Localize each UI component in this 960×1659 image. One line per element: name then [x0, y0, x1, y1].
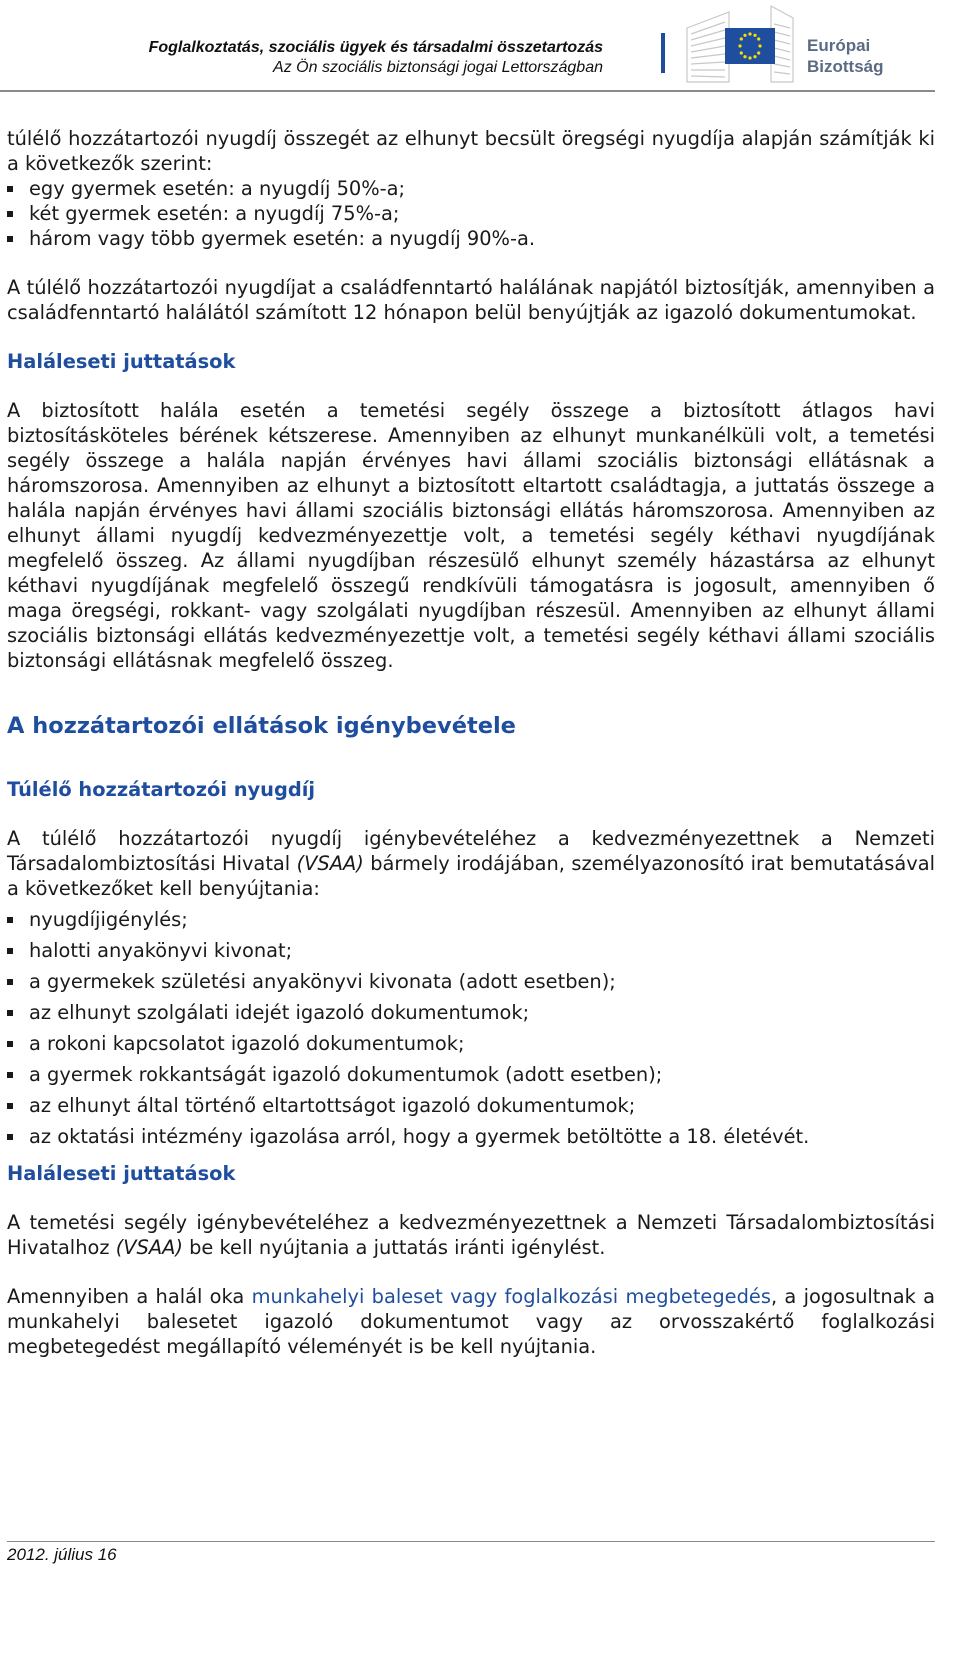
section-heading: A hozzátartozói ellátások igénybevétele: [7, 713, 516, 739]
header-divider: [661, 33, 665, 73]
header-title: Foglalkoztatás, szociális ügyek és társadalmi összetartozás: [148, 39, 603, 56]
list-item: a rokoni kapcsolatot igazoló dokumentumok;: [7, 1031, 935, 1056]
list-item: halotti anyakönyvi kivonat;: [7, 938, 935, 963]
survivor-text-pre: A túlélő hozzátartozói nyugdíj igénybevételéhez a kedvezményezettnek a Nemzeti Társadalombiztosítási Hivatal: [7, 827, 935, 875]
vsaa-abbreviation: (VSAA): [296, 852, 364, 875]
logo-text-line1: Európai: [807, 36, 871, 55]
european-commission-logo: [685, 4, 935, 86]
funeral-text-pre: A temetési segély igénybevételéhez a kedvezményezettnek a Nemzeti Társadalombiztosítási Hivatalhoz: [7, 1211, 935, 1259]
list-item: a gyermekek születési anyakönyvi kivonata (adott esetben);: [7, 969, 935, 994]
survivor-pension-paragraph: [7, 826, 935, 901]
list-item: három vagy több gyermek esetén: a nyugdíj 90%-a.: [7, 226, 935, 251]
document-body: [7, 126, 935, 1359]
page-header: [0, 0, 935, 92]
list-item: az elhunyt által történő eltartottságot igazoló dokumentumok;: [7, 1093, 935, 1118]
pension-percentage-list: [7, 176, 935, 251]
survivor-text-post: bármely irodájában, személyazonosító irat bemutatásával a következőket kell benyújtania:: [7, 852, 935, 900]
footer-divider: [7, 1541, 935, 1542]
death-benefits-heading: Haláleseti juttatások: [7, 350, 236, 373]
footer-date-page: 2012. július 16: [7, 1545, 117, 1564]
header-subtitle: Az Ön szociális biztonsági jogai Lettországban: [273, 59, 603, 76]
vsaa-abbreviation: (VSAA): [115, 1236, 183, 1259]
required-documents-list: [7, 907, 935, 1149]
accident-text-pre: Amennyiben a halál oka: [7, 1285, 252, 1308]
death-benefits-heading-2: Haláleseti juttatások: [7, 1162, 236, 1185]
funeral-text-post: be kell nyújtania a juttatás iránti igénylést.: [182, 1236, 606, 1259]
list-item: az elhunyt szolgálati idejét igazoló dokumentumok;: [7, 1000, 935, 1025]
list-item: nyugdíjigénylés;: [7, 907, 935, 932]
list-item: két gyermek esetén: a nyugdíj 75%-a;: [7, 201, 935, 226]
accident-text-post: , a jogosultnak a munkahelyi balesetet igazoló dokumentumot vagy az orvosszakértő foglalkozási megbetegedést megállapító véleményét is be kell nyújtania.: [7, 1285, 935, 1358]
logo-text-line2: Bizottság: [807, 57, 884, 76]
list-item: egy gyermek esetén: a nyugdíj 50%-a;: [7, 176, 935, 201]
intro-paragraph: túlélő hozzátartozói nyugdíj összegét az elhunyt becsült öregségi nyugdíja alapján számítják ki a következők szerint:: [7, 127, 935, 175]
list-item: az oktatási intézmény igazolása arról, hogy a gyermek betöltötte a 18. életévét.: [7, 1124, 935, 1149]
pension-grant-paragraph: A túlélő hozzátartozói nyugdíjat a családfenntartó halálának napjától biztosítják, amennyiben a családfenntartó halálától számított 12 hónapon belül benyújtják az igazoló dokumentumokat.: [7, 276, 935, 324]
survivor-pension-heading: Túlélő hozzátartozói nyugdíj: [7, 778, 316, 801]
list-item: a gyermek rokkantságát igazoló dokumentumok (adott esetben);: [7, 1062, 935, 1087]
occupational-accident-paragraph: [7, 1284, 935, 1359]
occupational-accident-link[interactable]: munkahelyi baleset vagy foglalkozási megbetegedés: [251, 1285, 771, 1308]
death-benefits-paragraph: A biztosított halála esetén a temetési segély összege a biztosított átlagos havi biztosításköteles bérének kétszerese. Amennyiben az elhunyt munkanélküli volt, a temetési segély összege a halála napján érvényes havi állami szociális biztonsági ellátásnak a háromszorosa. Amennyiben az elhunyt a biztosított eltartott családtagja, a juttatás összege a halála napján érvényes havi állami szociális biztonsági ellátás háromszorosa. Amennyiben az elhunyt állami nyugdíj kedvezményezettje volt, a temetési segély kéthavi nyugdíjának megfelelő összeg. Az állami nyugdíjban részesülő elhunyt személy házastársa az elhunyt kéthavi nyugdíjának megfelelő összegű rendkívüli támogatásra is jogosult, amennyiben ő maga öregségi, rokkant- vagy szolgálati nyugdíjban részesül. Amennyiben az elhunyt állami szociális biztonsági ellátás kedvezményezettje volt, a temetési segély kéthavi állami szociális biztonsági ellátásnak megfelelő összeg.: [7, 399, 935, 672]
funeral-grant-paragraph: [7, 1210, 935, 1260]
